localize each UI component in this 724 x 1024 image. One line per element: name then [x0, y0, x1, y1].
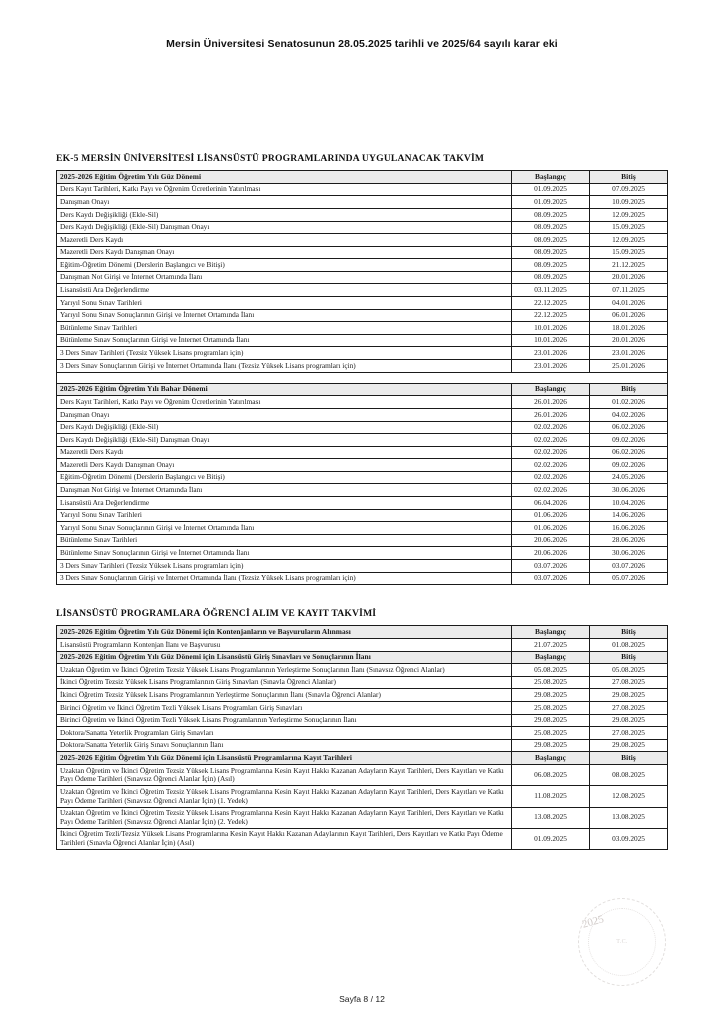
row-label: Uzaktan Öğretim ve İkinci Öğretim Tezsiz Yüksek Lisans Programlarına Kesin Kayıt Hakkı Kazanan Adayların Kayıt Tarihleri, Ders Kayıtları ve Katkı Payı Ödeme Tarihleri (Sınavsız Öğrenci Alanlar İçin) (Asıl)	[57, 765, 512, 786]
row-end: 18.01.2026	[590, 322, 668, 335]
table-row	[57, 572, 668, 585]
row-start: 08.09.2025	[512, 208, 590, 221]
table-row	[57, 284, 668, 297]
row-label: İkinci Öğretim Tezsiz Yüksek Lisans Programlarının Yerleştirme Sonuçlarının İlanı (Sınavla Öğrenci Alanlar)	[57, 689, 512, 702]
row-start: 29.08.2025	[512, 739, 590, 752]
watermark-year: 2025	[580, 913, 606, 931]
row-end: 07.09.2025	[590, 183, 668, 196]
table-row	[57, 765, 668, 786]
table-row	[57, 396, 668, 409]
row-label: 3 Ders Sınav Sonuçlarının Girişi ve İnternet Ortamında İlanı (Tezsiz Yüksek Lisans programları için)	[57, 360, 512, 373]
row-end: 23.01.2026	[590, 347, 668, 360]
row-end: 03.09.2025	[590, 828, 668, 849]
row-end: 07.11.2025	[590, 284, 668, 297]
table-row	[57, 714, 668, 727]
row-end: 29.08.2025	[590, 739, 668, 752]
row-label: Birinci Öğretim ve İkinci Öğretim Tezli Yüksek Lisans Programları Giriş Sınavları	[57, 702, 512, 715]
row-start: 02.02.2026	[512, 484, 590, 497]
row-start: 06.08.2025	[512, 765, 590, 786]
row-start: 02.02.2026	[512, 434, 590, 447]
row-label: Eğitim-Öğretim Dönemi (Derslerin Başlangıcı ve Bitişi)	[57, 471, 512, 484]
table-row	[57, 664, 668, 677]
column-header-start: Başlangıç	[512, 626, 590, 639]
table-row	[57, 221, 668, 234]
row-label: Uzaktan Öğretim ve İkinci Öğretim Tezsiz Yüksek Lisans Programlarına Kesin Kayıt Hakkı Kazanan Adayların Kayıt Tarihleri, Ders Kayıtları ve Katkı Payı Ödeme Tarihleri (Sınavsız Öğrenci Alanlar İçin) (1. Yedek)	[57, 786, 512, 807]
table-row	[57, 689, 668, 702]
row-label: İkinci Öğretim Tezli/Tezsiz Yüksek Lisans Programlarına Kesin Kayıt Hakkı Kazanan Adaylarının Kayıt Tarihleri, Ders Kayıtları ve Katkı Payı Ödeme Tarihleri (Sınavla Öğrenci Alanlar İçin) (Asıl)	[57, 828, 512, 849]
row-start: 06.04.2026	[512, 497, 590, 510]
row-end: 06.02.2026	[590, 421, 668, 434]
row-end: 05.07.2026	[590, 572, 668, 585]
column-header-start: Başlangıç	[512, 752, 590, 765]
table-row	[57, 739, 668, 752]
row-label: Lisansüstü Ara Değerlendirme	[57, 497, 512, 510]
row-end: 04.01.2026	[590, 297, 668, 310]
row-end: 01.02.2026	[590, 396, 668, 409]
table-row	[57, 676, 668, 689]
row-end: 12.09.2025	[590, 234, 668, 247]
row-label: Mazeretli Ders Kaydı	[57, 234, 512, 247]
admission-calendar-table	[56, 625, 668, 850]
column-header-period: 2025-2026 Eğitim Öğretim Yılı Güz Dönemi için Lisansüstü Programlarına Kayıt Tarihleri	[57, 752, 512, 765]
row-start: 08.09.2025	[512, 221, 590, 234]
row-end: 28.06.2026	[590, 534, 668, 547]
table-header-row	[57, 383, 668, 396]
row-end: 13.08.2025	[590, 807, 668, 828]
row-start: 05.08.2025	[512, 664, 590, 677]
table-row	[57, 334, 668, 347]
row-label: Doktora/Sanatta Yeterlik Programları Giriş Sınavları	[57, 727, 512, 740]
row-start: 03.07.2026	[512, 572, 590, 585]
row-end: 20.01.2026	[590, 271, 668, 284]
table-row	[57, 446, 668, 459]
table-row	[57, 408, 668, 421]
row-end: 21.12.2025	[590, 259, 668, 272]
row-label: Mazeretli Ders Kaydı Danışman Onayı	[57, 459, 512, 472]
row-end: 30.06.2026	[590, 547, 668, 560]
row-start: 10.01.2026	[512, 322, 590, 335]
table-row	[57, 534, 668, 547]
column-header-end: Bitiş	[590, 171, 668, 184]
table-row	[57, 828, 668, 849]
row-end: 09.02.2026	[590, 434, 668, 447]
row-start: 22.12.2025	[512, 297, 590, 310]
column-header-start: Başlangıç	[512, 383, 590, 396]
row-label: Yarıyıl Sonu Sınav Tarihleri	[57, 509, 512, 522]
row-end: 29.08.2025	[590, 689, 668, 702]
row-label: Yarıyıl Sonu Sınav Sonuçlarının Girişi ve İnternet Ortamında İlanı	[57, 522, 512, 535]
row-start: 23.01.2026	[512, 360, 590, 373]
row-end: 15.09.2025	[590, 246, 668, 259]
row-start: 20.06.2026	[512, 547, 590, 560]
row-start: 29.08.2025	[512, 689, 590, 702]
row-end: 01.08.2025	[590, 638, 668, 651]
row-end: 03.07.2026	[590, 560, 668, 573]
row-end: 06.02.2026	[590, 446, 668, 459]
row-end: 24.05.2026	[590, 471, 668, 484]
table-row	[57, 727, 668, 740]
row-start: 01.06.2026	[512, 509, 590, 522]
row-start: 08.09.2025	[512, 246, 590, 259]
row-end: 09.02.2026	[590, 459, 668, 472]
row-start: 03.07.2026	[512, 560, 590, 573]
table-row	[57, 638, 668, 651]
row-end: 20.01.2026	[590, 334, 668, 347]
row-label: Bütünleme Sınav Tarihleri	[57, 534, 512, 547]
row-label: Danışman Not Girişi ve İnternet Ortamında İlanı	[57, 484, 512, 497]
official-seal	[578, 898, 666, 986]
row-start: 25.08.2025	[512, 702, 590, 715]
table-row	[57, 322, 668, 335]
table-row	[57, 484, 668, 497]
row-start: 08.09.2025	[512, 259, 590, 272]
row-start: 02.02.2026	[512, 446, 590, 459]
table-row	[57, 297, 668, 310]
row-start: 11.08.2025	[512, 786, 590, 807]
column-header-period: 2025-2026 Eğitim Öğretim Yılı Bahar Dönemi	[57, 383, 512, 396]
table-row	[57, 509, 668, 522]
row-end: 27.08.2025	[590, 727, 668, 740]
column-header-end: Bitiş	[590, 383, 668, 396]
row-start: 22.12.2025	[512, 309, 590, 322]
table-row	[57, 271, 668, 284]
row-label: Uzaktan Öğretim ve İkinci Öğretim Tezsiz Yüksek Lisans Programlarına Kesin Kayıt Hakkı Kazanan Adayların Kayıt Tarihleri, Ders Kayıtları ve Katkı Payı Ödeme Tarihleri (Sınavsız Öğrenci Alanlar İçin) (2. Yedek)	[57, 807, 512, 828]
row-start: 03.11.2025	[512, 284, 590, 297]
table-row	[57, 471, 668, 484]
table-row	[57, 434, 668, 447]
seal-inner-ring	[588, 908, 656, 976]
row-start: 26.01.2026	[512, 396, 590, 409]
row-end: 27.08.2025	[590, 676, 668, 689]
row-end: 29.08.2025	[590, 714, 668, 727]
column-header-end: Bitiş	[590, 626, 668, 639]
table-row	[57, 522, 668, 535]
table-row	[57, 196, 668, 209]
row-label: 3 Ders Sınav Tarihleri (Tezsiz Yüksek Lisans programları için)	[57, 347, 512, 360]
row-start: 01.09.2025	[512, 183, 590, 196]
row-label: Doktora/Sanatta Yeterlik Giriş Sınavı Sonuçlarının İlanı	[57, 739, 512, 752]
row-end: 10.04.2026	[590, 497, 668, 510]
table-row	[57, 459, 668, 472]
row-label: Bütünleme Sınav Tarihleri	[57, 322, 512, 335]
table-row	[57, 421, 668, 434]
row-label: Eğitim-Öğretim Dönemi (Derslerin Başlangıcı ve Bitişi)	[57, 259, 512, 272]
row-label: Danışman Not Girişi ve İnternet Ortamında İlanı	[57, 271, 512, 284]
table-row	[57, 360, 668, 373]
row-label: Birinci Öğretim ve İkinci Öğretim Tezli Yüksek Lisans Programlarının Yerleştirme Sonuçlarının İlanı	[57, 714, 512, 727]
column-header-period: 2025-2026 Eğitim Öğretim Yılı Güz Dönemi için Lisansüstü Giriş Sınavları ve Sonuçlarının İlanı	[57, 651, 512, 664]
row-start: 25.08.2025	[512, 676, 590, 689]
row-label: Ders Kayıt Tarihleri, Katkı Payı ve Öğrenim Ücretlerinin Yatırılması	[57, 183, 512, 196]
row-start: 25.08.2025	[512, 727, 590, 740]
row-end: 04.02.2026	[590, 408, 668, 421]
table-row	[57, 309, 668, 322]
row-label: Uzaktan Öğretim ve İkinci Öğretim Tezsiz Yüksek Lisans Programlarının Yerleştirme Sonuçlarının İlanı (Sınavsız Öğrenci Alanlar)	[57, 664, 512, 677]
row-start: 29.08.2025	[512, 714, 590, 727]
row-label: Yarıyıl Sonu Sınav Tarihleri	[57, 297, 512, 310]
row-label: Ders Kayıt Tarihleri, Katkı Payı ve Öğrenim Ücretlerinin Yatırılması	[57, 396, 512, 409]
table-row	[57, 183, 668, 196]
table-row	[57, 560, 668, 573]
row-start: 13.08.2025	[512, 807, 590, 828]
row-end: 25.01.2026	[590, 360, 668, 373]
column-header-start: Başlangıç	[512, 171, 590, 184]
row-start: 20.06.2026	[512, 534, 590, 547]
row-label: Ders Kaydı Değişikliği (Ekle-Sil)	[57, 208, 512, 221]
row-label: İkinci Öğretim Tezsiz Yüksek Lisans Programlarının Giriş Sınavları (Sınavla Öğrenci Alanlar)	[57, 676, 512, 689]
page-footer: Sayfa 8 / 12	[339, 994, 385, 1004]
row-start: 02.02.2026	[512, 459, 590, 472]
row-label: Ders Kaydı Değişikliği (Ekle-Sil) Danışman Onayı	[57, 221, 512, 234]
column-header-end: Bitiş	[590, 752, 668, 765]
table-row	[57, 786, 668, 807]
row-start: 02.02.2026	[512, 421, 590, 434]
column-header-period: 2025-2026 Eğitim Öğretim Yılı Güz Dönemi	[57, 171, 512, 184]
row-label: Mazeretli Ders Kaydı	[57, 446, 512, 459]
row-start: 23.01.2026	[512, 347, 590, 360]
row-start: 10.01.2026	[512, 334, 590, 347]
row-end: 08.08.2025	[590, 765, 668, 786]
row-end: 14.06.2026	[590, 509, 668, 522]
column-header-end: Bitiş	[590, 651, 668, 664]
table-row	[57, 234, 668, 247]
row-label: Yarıyıl Sonu Sınav Sonuçlarının Girişi ve İnternet Ortamında İlanı	[57, 309, 512, 322]
table-row	[57, 208, 668, 221]
row-start: 01.09.2025	[512, 196, 590, 209]
row-end: 15.09.2025	[590, 221, 668, 234]
section-title-admission-calendar: LİSANSÜSTÜ PROGRAMLARA ÖĞRENCİ ALIM VE KAYIT TAKVİMİ	[56, 608, 377, 620]
row-end: 05.08.2025	[590, 664, 668, 677]
column-header-period: 2025-2026 Eğitim Öğretim Yılı Güz Dönemi için Kontenjanların ve Başvuruların Alınması	[57, 626, 512, 639]
row-label: 3 Ders Sınav Sonuçlarının Girişi ve İnternet Ortamında İlanı (Tezsiz Yüksek Lisans programları için)	[57, 572, 512, 585]
seal-text: T.C.	[616, 939, 628, 945]
row-end: 16.06.2026	[590, 522, 668, 535]
row-start: 08.09.2025	[512, 234, 590, 247]
row-label: Danışman Onayı	[57, 196, 512, 209]
row-end: 10.09.2025	[590, 196, 668, 209]
row-end: 06.01.2026	[590, 309, 668, 322]
row-end: 12.08.2025	[590, 786, 668, 807]
table-header-row	[57, 171, 668, 184]
row-start: 01.06.2026	[512, 522, 590, 535]
row-start: 02.02.2026	[512, 471, 590, 484]
table-row	[57, 246, 668, 259]
row-end: 30.06.2026	[590, 484, 668, 497]
table-row	[57, 497, 668, 510]
table-row	[57, 259, 668, 272]
row-label: Mazeretli Ders Kaydı Danışman Onayı	[57, 246, 512, 259]
academic-calendar-table	[56, 170, 668, 585]
table-row	[57, 807, 668, 828]
row-label: Lisansüstü Programların Kontenjan İlanı ve Başvurusu	[57, 638, 512, 651]
row-label: Bütünleme Sınav Sonuçlarının Girişi ve İnternet Ortamında İlanı	[57, 334, 512, 347]
document-header: Mersin Üniversitesi Senatosunun 28.05.2025 tarihli ve 2025/64 sayılı karar eki	[166, 38, 558, 50]
row-label: Ders Kaydı Değişikliği (Ekle-Sil) Danışman Onayı	[57, 434, 512, 447]
row-label: Danışman Onayı	[57, 408, 512, 421]
table-row	[57, 702, 668, 715]
table-spacer	[57, 372, 668, 383]
row-start: 08.09.2025	[512, 271, 590, 284]
table-row	[57, 347, 668, 360]
row-start: 21.07.2025	[512, 638, 590, 651]
row-label: Ders Kaydı Değişikliği (Ekle-Sil)	[57, 421, 512, 434]
column-header-start: Başlangıç	[512, 651, 590, 664]
row-label: 3 Ders Sınav Tarihleri (Tezsiz Yüksek Lisans programları için)	[57, 560, 512, 573]
row-start: 01.09.2025	[512, 828, 590, 849]
row-end: 27.08.2025	[590, 702, 668, 715]
row-label: Lisansüstü Ara Değerlendirme	[57, 284, 512, 297]
table-header-row	[57, 651, 668, 664]
section-title-academic-calendar: EK-5 MERSİN ÜNİVERSİTESİ LİSANSÜSTÜ PROGRAMLARINDA UYGULANACAK TAKVİM	[56, 153, 485, 164]
table-row	[57, 547, 668, 560]
row-start: 26.01.2026	[512, 408, 590, 421]
table-header-row	[57, 626, 668, 639]
row-end: 12.09.2025	[590, 208, 668, 221]
row-label: Bütünleme Sınav Sonuçlarının Girişi ve İnternet Ortamında İlanı	[57, 547, 512, 560]
table-header-row	[57, 752, 668, 765]
